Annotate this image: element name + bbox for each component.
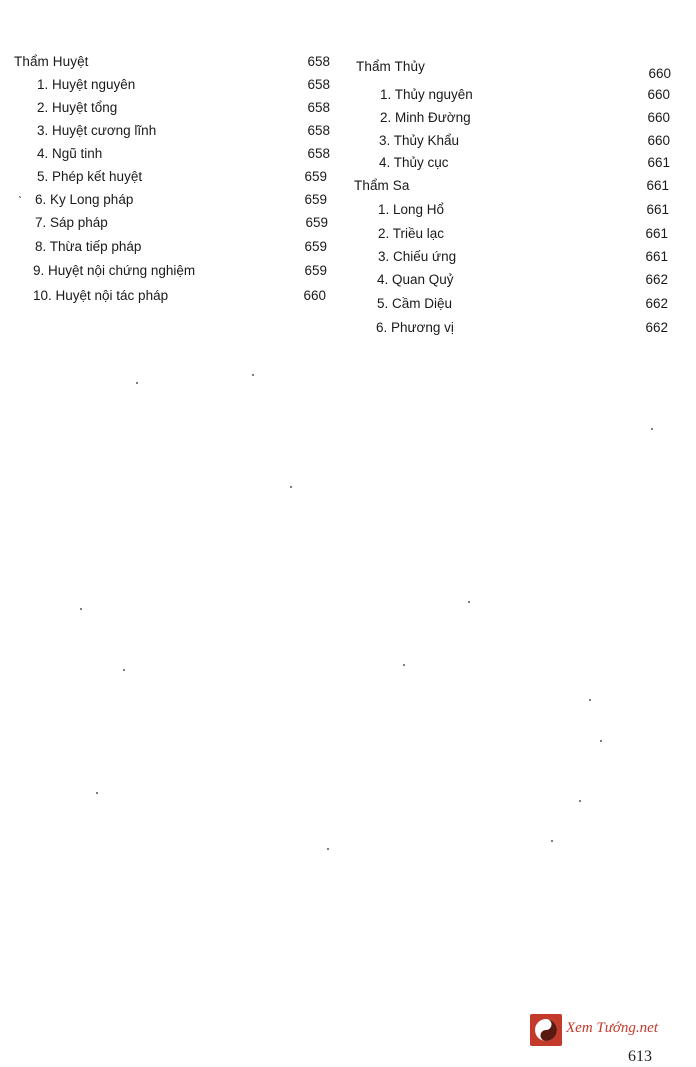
toc-entry[interactable] [35, 237, 327, 257]
scan-speck [290, 486, 292, 488]
toc-entry-page: 660 [647, 133, 670, 148]
toc-entry-page: 659 [304, 169, 327, 184]
toc-entry[interactable] [378, 224, 668, 244]
toc-entry-page: 660 [647, 87, 670, 102]
toc-entry-label: 5. Phép kết huyệt [37, 169, 143, 184]
toc-entry-page: 662 [645, 296, 668, 311]
toc-entry-page: 660 [303, 288, 326, 303]
toc-entry[interactable] [379, 153, 670, 173]
yin-yang-icon [534, 1018, 558, 1042]
toc-entry-label: 5. Cầm Diệu [377, 296, 453, 311]
toc-entry-label: 2. Triều lạc [378, 226, 445, 241]
toc-entry[interactable] [37, 167, 327, 187]
watermark-text: Xem Tướng.net [566, 1020, 659, 1036]
toc-entry[interactable] [37, 121, 330, 141]
toc-entry-label: 10. Huyệt nội tác pháp [33, 288, 169, 303]
toc-entry[interactable] [33, 286, 326, 306]
scan-speck [327, 848, 329, 850]
toc-entry-label: 3. Huyệt cương lĩnh [37, 123, 157, 138]
toc-entry-label: 6. Phương vị [376, 320, 454, 335]
stray-mark: ˋ [18, 194, 22, 208]
toc-heading-label: Thẩm Huyệt [14, 54, 89, 69]
toc-entry[interactable] [377, 270, 668, 290]
toc-entry-page: 661 [647, 155, 670, 170]
toc-heading-page: 660 [648, 66, 671, 81]
toc-entry-label: 6. Ky Long pháp [35, 192, 134, 207]
toc-entry[interactable] [37, 144, 330, 164]
toc-entry-label: 2. Huyệt tổng [37, 100, 118, 115]
toc-heading-page: 661 [646, 178, 669, 193]
scan-speck [600, 740, 602, 742]
scan-speck [123, 669, 125, 671]
toc-entry[interactable] [378, 247, 668, 267]
scan-speck [403, 664, 405, 666]
toc-entry-label: 1. Long Hổ [378, 202, 445, 217]
toc-entry-label: 9. Huyệt nội chứng nghiệm [33, 263, 196, 278]
toc-entry[interactable] [376, 318, 668, 338]
toc-entry-label: 2. Minh Đường [380, 110, 471, 125]
toc-entry-page: 661 [645, 226, 668, 241]
toc-entry-label: 1. Thủy nguyên [380, 87, 473, 102]
toc-entry-page: 658 [307, 123, 330, 138]
toc-entry-label: 4. Thủy cục [379, 155, 449, 170]
toc-entry[interactable] [35, 190, 327, 210]
toc-entry-page: 659 [304, 192, 327, 207]
toc-entry-page: 658 [307, 100, 330, 115]
scan-speck [579, 800, 581, 802]
scan-speck [551, 840, 553, 842]
page-number: 613 [628, 1048, 652, 1065]
toc-entry-page: 661 [645, 249, 668, 264]
scan-speck [136, 382, 138, 384]
toc-entry-label: 8. Thừa tiếp pháp [35, 239, 142, 254]
toc-entry-page: 661 [646, 202, 669, 217]
watermark-logo-box [530, 1014, 562, 1046]
toc-entry-page: 662 [645, 320, 668, 335]
toc-entry-page: 662 [645, 272, 668, 287]
scan-speck [96, 792, 98, 794]
toc-entry[interactable] [377, 294, 668, 314]
toc-entry[interactable] [378, 200, 669, 220]
toc-entry-label: 7. Sáp pháp [35, 215, 108, 230]
toc-entry-label: 1. Huyệt nguyên [37, 77, 136, 92]
toc-entry-label: 4. Ngũ tinh [37, 146, 103, 161]
toc-entry-label: 3. Thủy Khẩu [379, 133, 460, 148]
toc-heading-page-row [570, 64, 671, 84]
toc-entry-page: 659 [304, 263, 327, 278]
toc-entry-page: 660 [647, 110, 670, 125]
toc-entry[interactable] [33, 261, 327, 281]
scan-speck [468, 601, 470, 603]
scan-speck [589, 699, 591, 701]
toc-heading-label: Thẩm Sa [354, 178, 410, 193]
toc-entry[interactable] [37, 98, 330, 118]
scan-speck [252, 374, 254, 376]
toc-entry-page: 659 [304, 239, 327, 254]
toc-entry[interactable] [37, 75, 330, 95]
toc-entry-label: 4. Quan Quỷ [377, 272, 454, 287]
toc-entry[interactable] [380, 85, 670, 105]
toc-entry-page: 658 [307, 77, 330, 92]
toc-entry[interactable] [380, 108, 670, 128]
toc-heading-tham-huyet[interactable] [14, 52, 330, 72]
scan-speck [80, 608, 82, 610]
toc-heading-tham-sa[interactable] [354, 176, 669, 196]
toc-entry-page: 658 [307, 146, 330, 161]
watermark [530, 1014, 690, 1048]
toc-entry[interactable] [379, 131, 670, 151]
toc-entry-page: 659 [305, 215, 328, 230]
toc-entry[interactable] [35, 213, 328, 233]
toc-entry-label: 3. Chiếu ứng [378, 249, 457, 264]
scan-speck [651, 428, 653, 430]
toc-heading-page: 658 [307, 54, 330, 69]
toc-heading-label: Thẩm Thủy [356, 59, 425, 74]
